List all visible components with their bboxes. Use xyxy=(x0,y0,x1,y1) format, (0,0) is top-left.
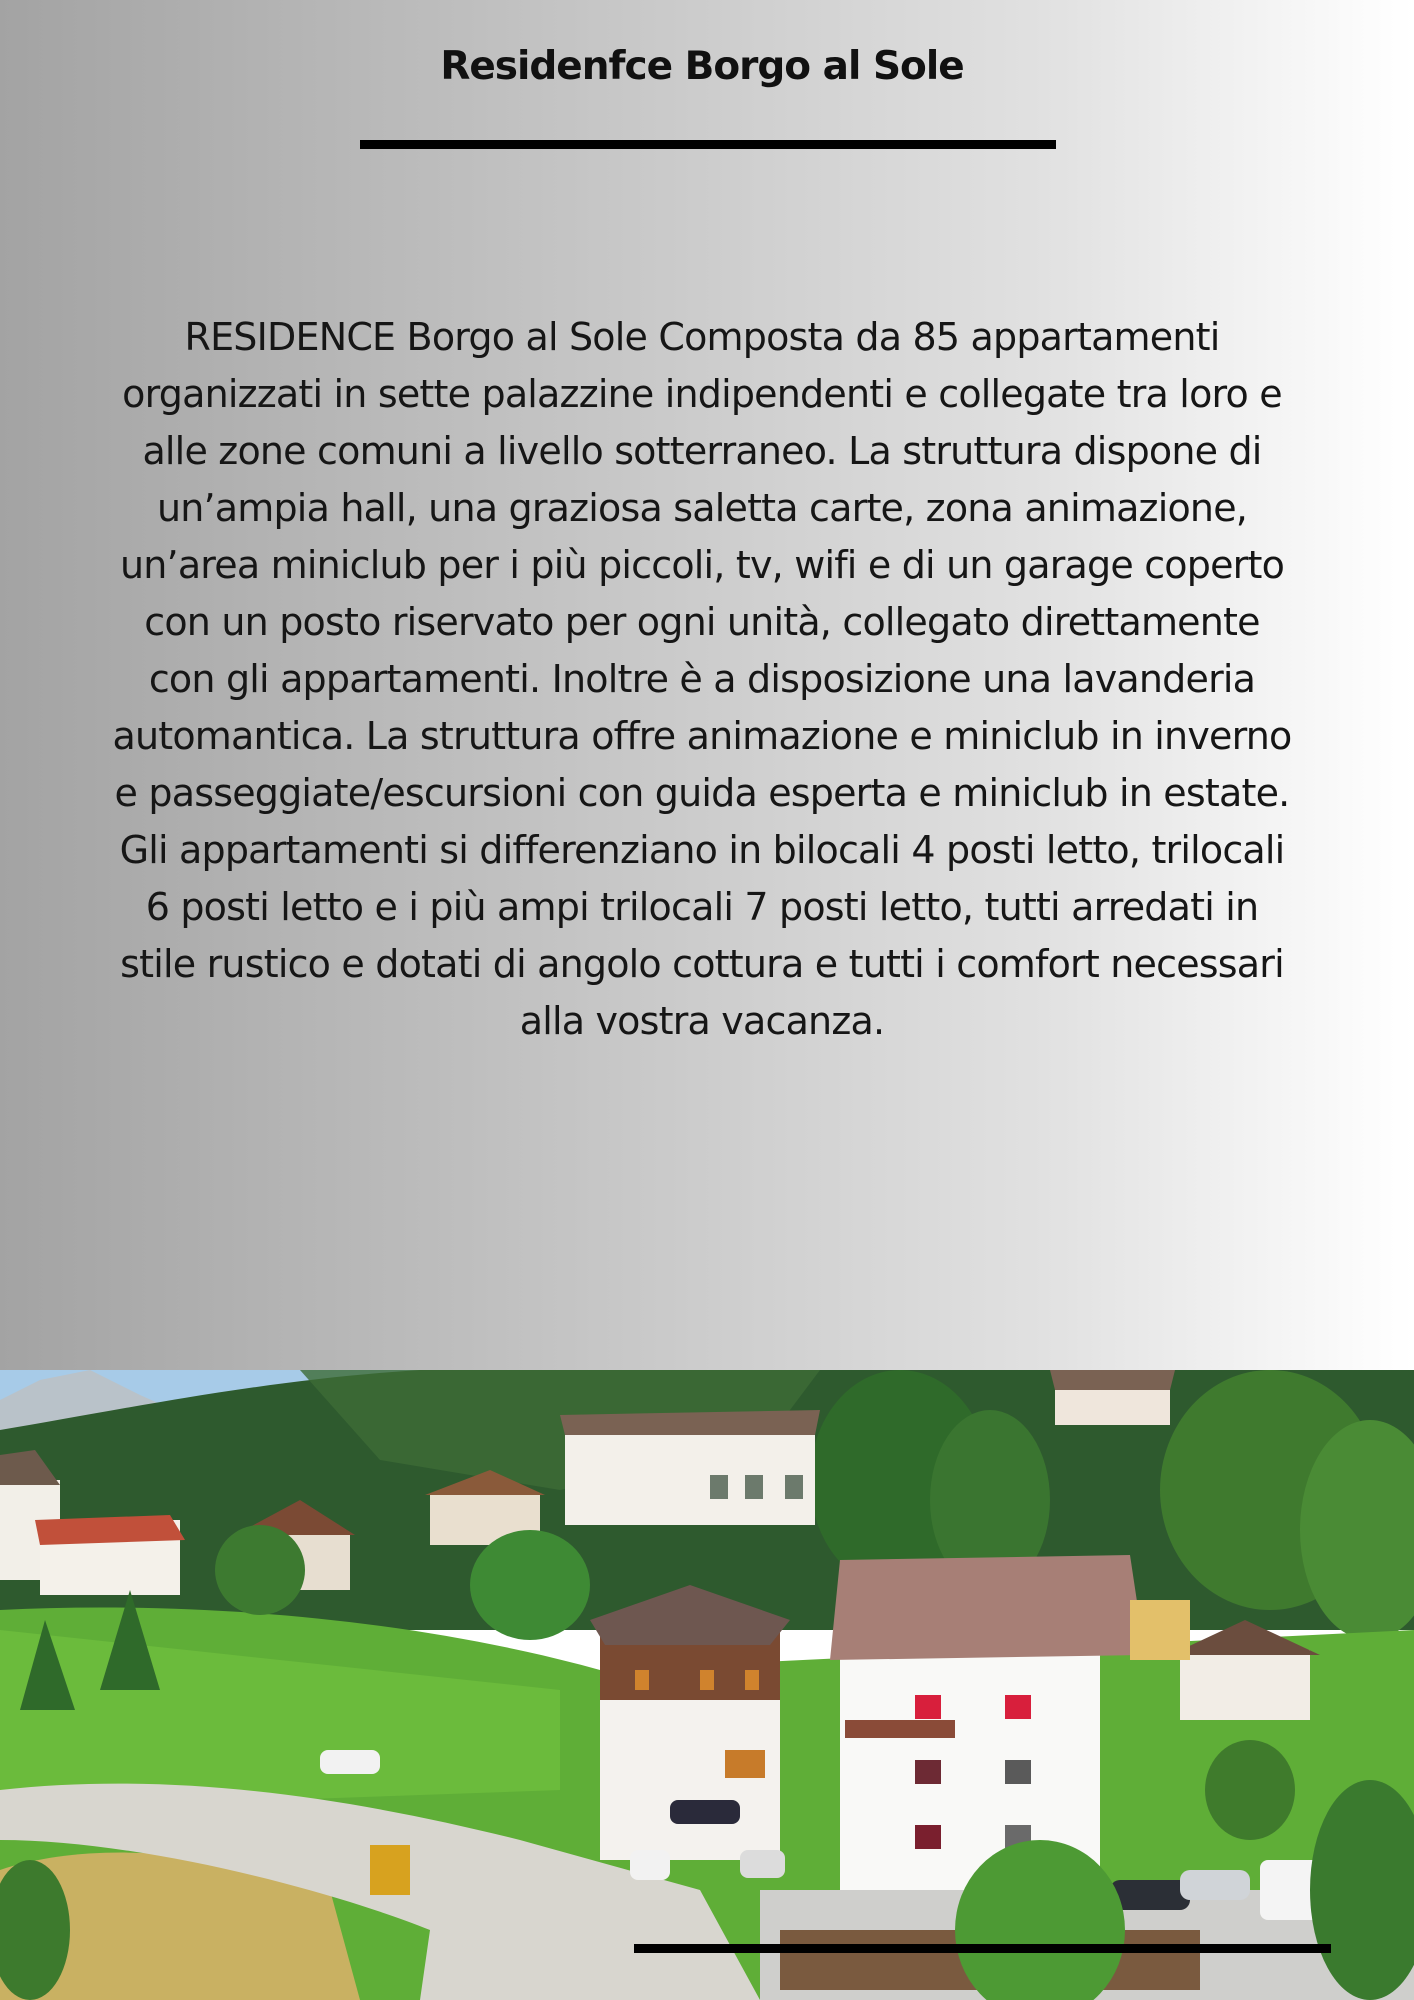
car xyxy=(320,1750,380,1774)
description-text: RESIDENCE Borgo al Sole Composta da 85 appartamenti organizzati in sette palazzine indipendenti e collegate tra loro e alle zone comuni a livello sotterraneo. La struttura dispone di un’ampia hall, una graziosa saletta carte, zona animazione, un’area miniclub per i più piccoli, tv, wifi e di un garage coperto con un posto riservato per ogni unità, collegato direttamente con gli appartamenti. Inoltre è a disposizione una lavanderia automantica. La struttura offre animazione e miniclub in inverno e passeggiate/escursioni con guida esperta e miniclub in estate. Gli appartamenti si differenziano in bilocali 4 posti letto, trilocali 6 posti letto e i più ampi trilocali 7 posti letto, tutti arredati in stile rustico e dotati di angolo cottura e tutti i comfort necessari alla vostra vacanza. xyxy=(112,315,1292,1043)
page-title: Residenfce Borgo al Sole xyxy=(440,44,964,89)
bottom-divider xyxy=(634,1944,1331,1953)
village-photo xyxy=(0,1370,1414,2000)
title-divider xyxy=(360,140,1056,149)
